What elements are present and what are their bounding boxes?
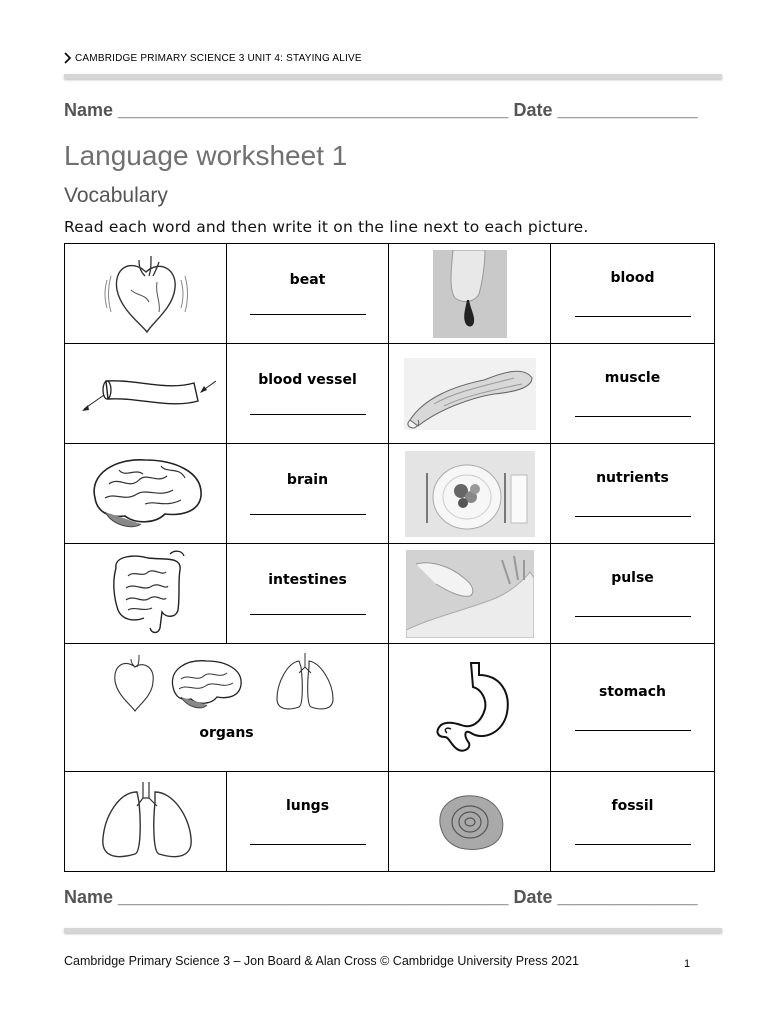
lungs-picture bbox=[81, 782, 211, 862]
word-cell-fossil bbox=[551, 772, 715, 872]
word-cell-intestines bbox=[227, 544, 389, 644]
picture-cell-blood bbox=[389, 244, 551, 344]
running-header bbox=[64, 52, 362, 64]
section-heading: Vocabulary bbox=[64, 184, 168, 207]
write-line[interactable] bbox=[575, 730, 691, 731]
write-line[interactable] bbox=[575, 616, 691, 617]
word-brain: brain bbox=[286, 472, 329, 488]
instruction-text: Read each word and then write it on the line next to each picture. bbox=[64, 218, 589, 236]
write-line[interactable] bbox=[250, 414, 366, 415]
write-line[interactable] bbox=[250, 844, 366, 845]
intestines-picture bbox=[104, 548, 188, 640]
picture-cell-stomach bbox=[389, 644, 551, 772]
vocabulary-table bbox=[64, 243, 715, 872]
word-cell-lungs bbox=[227, 772, 389, 872]
heart-beat-picture bbox=[101, 250, 191, 338]
word-intestines: intestines bbox=[268, 572, 347, 588]
pulse-hands-picture bbox=[406, 550, 534, 638]
picture-cell-blood-vessel bbox=[65, 344, 227, 444]
word-blood: blood bbox=[610, 270, 655, 286]
write-line[interactable] bbox=[250, 314, 366, 315]
word-cell-stomach bbox=[551, 644, 715, 772]
word-nutrients: nutrients bbox=[596, 470, 669, 486]
word-muscle: muscle bbox=[604, 370, 661, 386]
write-line[interactable] bbox=[575, 516, 691, 517]
food-plate-picture bbox=[405, 451, 535, 537]
write-line[interactable] bbox=[575, 844, 691, 845]
picture-cell-intestines bbox=[65, 544, 227, 644]
write-line[interactable] bbox=[575, 316, 691, 317]
word-fossil: fossil bbox=[611, 798, 654, 814]
organs-picture bbox=[107, 653, 347, 715]
write-line[interactable] bbox=[250, 614, 366, 615]
picture-cell-fossil bbox=[389, 772, 551, 872]
word-cell-muscle bbox=[551, 344, 715, 444]
picture-cell-organs bbox=[65, 644, 389, 772]
word-lungs: lungs bbox=[285, 798, 330, 814]
word-cell-blood bbox=[551, 244, 715, 344]
picture-cell-pulse bbox=[389, 544, 551, 644]
word-beat: beat bbox=[289, 272, 326, 288]
picture-cell-heart bbox=[65, 244, 227, 344]
fossil-picture bbox=[432, 790, 508, 854]
word-cell-blood-vessel bbox=[227, 344, 389, 444]
word-cell-brain bbox=[227, 444, 389, 544]
word-cell-beat bbox=[227, 244, 389, 344]
stomach-picture bbox=[425, 661, 515, 755]
word-organs: organs bbox=[199, 724, 254, 741]
blood-vessel-picture bbox=[76, 369, 216, 419]
footer-credit: Cambridge Primary Science 3 – Jon Board & Alan Cross © Cambridge University Press 2021 bbox=[64, 954, 579, 968]
name-date-line-bottom: Name _______________________________________ Date ______________ bbox=[64, 887, 698, 907]
picture-cell-nutrients bbox=[389, 444, 551, 544]
lungs-small-picture bbox=[277, 653, 333, 709]
name-date-line-top: Name _______________________________________ Date ______________ bbox=[64, 100, 698, 120]
word-pulse: pulse bbox=[611, 570, 654, 586]
chevron-right-icon bbox=[64, 52, 72, 64]
word-stomach: stomach bbox=[599, 684, 666, 700]
arm-muscle-picture bbox=[404, 358, 536, 430]
write-line[interactable] bbox=[250, 514, 366, 515]
picture-cell-muscle bbox=[389, 344, 551, 444]
brain-small-picture bbox=[172, 660, 241, 707]
header-text: CAMBRIDGE PRIMARY SCIENCE 3 UNIT 4: STAYING ALIVE bbox=[75, 52, 362, 64]
page-title: Language worksheet 1 bbox=[64, 140, 348, 171]
word-blood-vessel: blood vessel bbox=[258, 372, 357, 388]
footer-rule bbox=[64, 928, 722, 933]
heart-small-picture bbox=[114, 655, 152, 711]
word-cell-nutrients bbox=[551, 444, 715, 544]
word-cell-pulse bbox=[551, 544, 715, 644]
picture-cell-brain bbox=[65, 444, 227, 544]
write-line[interactable] bbox=[575, 416, 691, 417]
page-number: 1 bbox=[684, 958, 691, 970]
header-rule bbox=[64, 74, 722, 79]
brain-picture bbox=[85, 454, 207, 534]
blood-drop-picture bbox=[433, 250, 507, 338]
picture-cell-lungs bbox=[65, 772, 227, 872]
